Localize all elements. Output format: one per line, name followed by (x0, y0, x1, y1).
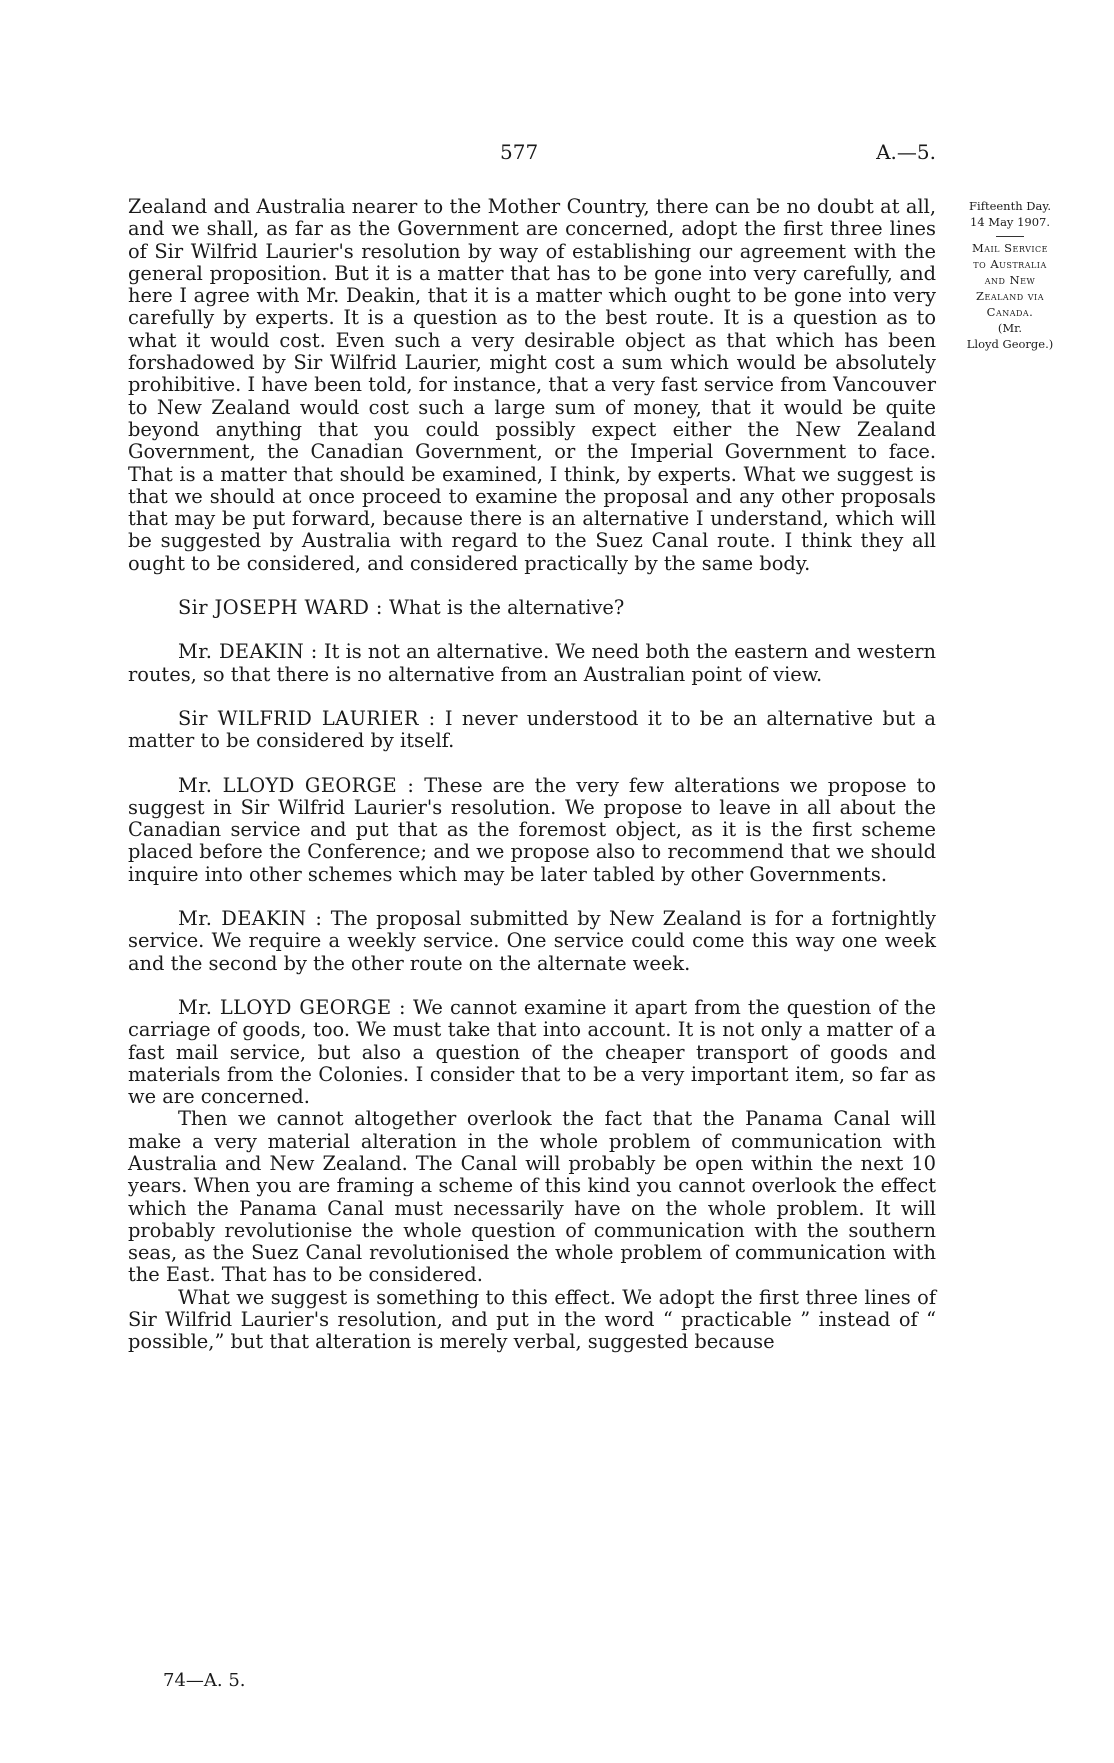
sidenote-topic: to Australia (973, 257, 1047, 271)
sidenote-date: 14 May 1907. (970, 215, 1050, 229)
speech-laurier (128, 708, 936, 753)
speech-text: What is the alternative? (388, 596, 625, 620)
page-header (128, 140, 936, 170)
signature-mark: 74—A. 5. (163, 1670, 246, 1691)
speaker-name: Mr. LLOYD GEORGE : (178, 995, 406, 1019)
speech-deakin (128, 908, 936, 975)
speech-text: We cannot examine it apart from the question of the carriage of goods, too. We must take that into account. It is not only a matter of a fast mail service, but also a question of the cheaper transport of goods and materials from the Colonies. I consider that to be a very important item, so far as we are concerned. (128, 995, 936, 1109)
sidenote-speaker: Lloyd George.) (966, 337, 1054, 351)
speaker-name: Mr. DEAKIN : (178, 640, 318, 664)
main-text (128, 196, 936, 1354)
speaker-name: Sir JOSEPH WARD : (178, 596, 383, 620)
speech-text: The proposal submitted by New Zealand is for a fortnightly service. We require a weekly service. One service could come this way one week and the second by the other route on the alternate week. (128, 907, 936, 975)
speaker-name: Sir WILFRID LAURIER : (178, 706, 436, 730)
speaker-name: Mr. DEAKIN : (178, 907, 323, 931)
speech-lloyd-george (128, 775, 936, 886)
sidenote-topic: Mail Service (971, 241, 1049, 255)
speech-text: I never understood it to be an alternative but a matter to be considered by itself. (128, 706, 936, 753)
paragraph-continuation: What we suggest is something to this effect. We adopt the first three lines of Sir Wilfrid Laurier's resolution, and put in the word “ practicable ” instead of “ possible,” but that alteration is merely verbal, suggested because (128, 1285, 936, 1354)
speech-joseph-ward (128, 597, 936, 619)
paragraph-continuation: Then we cannot altogether overlook the fact that the Panama Canal will make a very material alteration in the whole problem of communication with Australia and New Zealand. The Canal will probably be open within the next 10 years. When you are framing a scheme of this kind you cannot overlook the effect which the Panama Canal must necessarily have on the whole problem. It will probably revolutionise the whole question of communication with the southern seas, as the Suez Canal revolutionised the whole problem of communication with the East. That has to be considered. (128, 1107, 936, 1287)
sidenote-topic: Canada. (986, 305, 1034, 319)
speech-text: It is not an alternative. We need both the eastern and western routes, so that there is no alternative from an Australian point of view. (128, 640, 936, 686)
speech-text: These are the very few alterations we propose to suggest in Sir Wilfrid Laurier's resolution. We propose to leave in all about the Canadian service and put that as the foremost object, as it is the first scheme placed before the Conference; and we propose also to recommend that we should inquire into other schemes which may be later tabled by other Governments. (128, 773, 936, 886)
sidenote-topic: Zealand via (976, 289, 1044, 303)
paragraph-continuation: Zealand and Australia nearer to the Mother Country, there can be no doubt at all, and we shall, as far as the Government are concerned, adopt the first three lines of Sir Wilfrid Laurier's resolution by way of establishing our agreement with the general proposition. But it is a matter that has to be gone into very carefully, and here I agree with Mr. Deakin, that it is a matter which ought to be gone into very carefully by experts. It is a question as to the best route. It is a question as to what it would cost. Even such a very desirable object as that which has been forshadowed by Sir Wilfrid Laurier, might cost a sum which would be absolutely prohibitive. I have been told, for instance, that a very fast service from Vancouver to New Zealand would cost such a large sum of money, that it would be quite beyond anything that you could possibly expect either the New Zealand Government, the Canadian Government, or the Imperial Government to face. That is a matter that should be examined, I think, by experts. What we suggest is that we should at once proceed to examine the proposal and any other proposals that may be put forward, because there is an alternative I understand, which will be suggested by Australia with regard to the Suez Canal route. I think they all ought to be considered, and considered practically by the same body. (128, 195, 936, 575)
page-number: 577 (500, 140, 539, 164)
sidenote-divider (996, 236, 1024, 237)
speech-lloyd-george (128, 997, 936, 1108)
sidenote-speaker: (Mr. (997, 321, 1023, 335)
sidenote-day: Fifteenth Day. (969, 199, 1051, 213)
speech-deakin (128, 641, 936, 686)
speaker-name: Mr. LLOYD GEORGE : (178, 773, 415, 797)
page-reference: A.—5. (876, 140, 936, 164)
sidenote-topic: and New (984, 273, 1036, 287)
margin-note (946, 198, 1074, 352)
